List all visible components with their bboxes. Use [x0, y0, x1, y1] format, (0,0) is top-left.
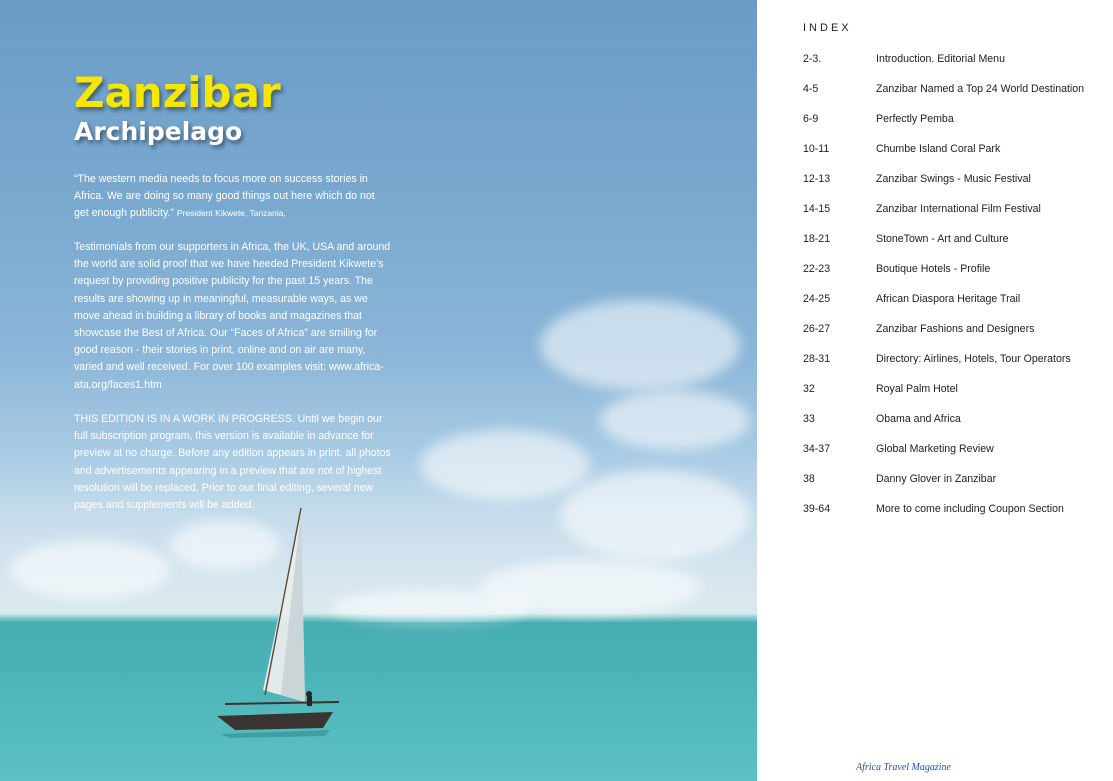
index-topic: Obama and Africa [876, 413, 961, 425]
index-topic: StoneTown - Art and Culture [876, 233, 1009, 245]
index-entry [803, 112, 1103, 142]
index-entry [803, 172, 1103, 202]
index-pages: 14-15 [803, 203, 831, 215]
cloud [560, 470, 750, 560]
index-entry [803, 412, 1103, 442]
index-topic: Zanzibar Fashions and Designers [876, 323, 1035, 335]
index-topic: Zanzibar Swings - Music Festival [876, 173, 1031, 185]
sailboat-dhow-image [205, 490, 345, 740]
index-entry [803, 232, 1103, 262]
index-entry [803, 502, 1103, 532]
sea [0, 622, 757, 781]
page-title: Zanzibar [74, 68, 281, 117]
index-entry [803, 382, 1103, 412]
index-entry [803, 262, 1103, 292]
index-pages: 34-37 [803, 443, 831, 455]
index-pages: 32 [803, 383, 815, 395]
cloud [420, 430, 590, 500]
index-pages: 24-25 [803, 293, 831, 305]
index-pages: 38 [803, 473, 815, 485]
index-entry [803, 352, 1103, 382]
magazine-footer: Africa Travel Magazine [856, 762, 951, 773]
index-list [803, 52, 1103, 532]
index-pages: 4-5 [803, 83, 819, 95]
index-topic: Global Marketing Review [876, 443, 994, 455]
index-pages: 2-3. [803, 53, 822, 65]
index-heading: INDEX [803, 22, 852, 34]
index-pages: 12-13 [803, 173, 831, 185]
index-topic: Zanzibar Named a Top 24 World Destination [876, 83, 1085, 95]
quote-text: “The western media needs to focus more on success stories in Africa. We are doing so many good things out here which do not get enough publicity.” [74, 173, 375, 220]
cloud [540, 300, 740, 390]
edition-notice-paragraph: THIS EDITION IS IN A WORK IN PROGRESS. Until we begin our full subscription program, this version is available in advance for preview at no charge. Before any edition appears in print, all photos and advertisements appearing in a preview that are not of highest resolution will be replaced. Prior to our final editing, several new pages and supplements will be added. [74, 413, 391, 512]
index-topic: Boutique Hotels - Profile [876, 263, 991, 275]
index-pages: 26-27 [803, 323, 831, 335]
trailing-mark: . [74, 530, 77, 540]
index-entry [803, 52, 1103, 82]
index-pages: 39-64 [803, 503, 831, 515]
index-topic: Danny Glover in Zanzibar [876, 473, 997, 485]
index-entry [803, 202, 1103, 232]
quote-attribution: President Kikwete, Tanzania, [176, 208, 286, 219]
index-pages: 28-31 [803, 353, 831, 365]
index-entry [803, 82, 1103, 112]
index-topic: Zanzibar International Film Festival [876, 203, 1041, 215]
index-pages: 33 [803, 413, 815, 425]
index-topic: Royal Palm Hotel [876, 383, 958, 395]
index-pages: 6-9 [803, 113, 819, 125]
index-pages: 18-21 [803, 233, 831, 245]
index-pages: 22-23 [803, 263, 831, 275]
index-topic: Perfectly Pemba [876, 113, 954, 125]
index-topic: African Diaspora Heritage Trail [876, 293, 1021, 305]
index-topic: Chumbe Island Coral Park [876, 143, 1001, 155]
cloud [600, 390, 750, 450]
index-topic: Directory: Airlines, Hotels, Tour Operators [876, 353, 1071, 365]
cloud [10, 540, 170, 600]
index-pages: 10-11 [803, 143, 830, 155]
index-topic: Introduction. Editorial Menu [876, 53, 1005, 65]
index-entry [803, 292, 1103, 322]
testimonials-paragraph: Testimonials from our supporters in Africa, the UK, USA and around the world are solid proof that we have heeded President Kikwete’s request by providing positive publicity for the past 15 years. The results are showing up in meaningful, measurable ways, as we move ahead in building a library of books and magazines that showcase the Best of Africa. Our “Faces of Africa” are smiling for good reason - their stories in print, online and on air are many, varied and well received. For over 100 examples visit: www.africa-ata.org/faces1.htm [74, 241, 391, 391]
quote-paragraph [74, 171, 392, 223]
index-entry [803, 142, 1103, 172]
index-entry [803, 322, 1103, 352]
cloud [330, 590, 530, 625]
page-subtitle: Archipelago [74, 117, 243, 146]
index-topic: More to come including Coupon Section [876, 503, 1064, 515]
index-entry [803, 442, 1103, 472]
index-entry [803, 472, 1103, 502]
